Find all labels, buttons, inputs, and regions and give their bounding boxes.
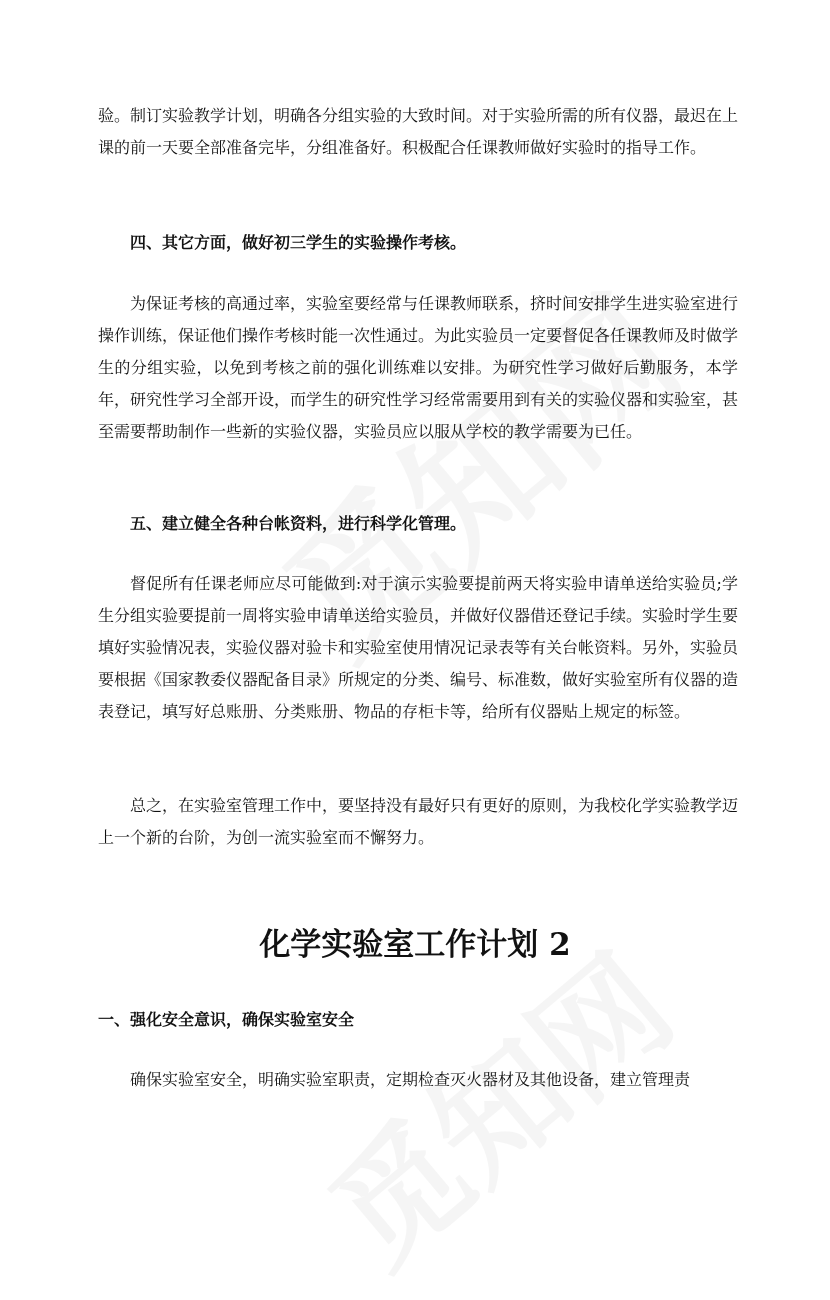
paragraph-safety: 确保实验室安全，明确实验室职责，定期检查灭火器材及其他设备，建立管理责: [130, 1070, 691, 1089]
heading-section-four: 四、其它方面，做好初三学生的实验操作考核。: [130, 233, 467, 252]
paragraph-assessment: 为保证考核的高通过率，实验室要经常与任课教师联系，挤时间安排学生进实验室进行操作训练，保证他们操作考核时能一次性通过。为此实验员一定要督促各任课教师及时做学生的分组实验，以免到考核之前的强化训练难以安排。为研究性学习做好后勤服务，本学年，研究性学习全部开设，而学生的研究性学习经常需要用到有关的实验仪器和实验室，甚至需要帮助制作一些新的实验仪器，实验员应以服从学校的教学需要为已任。: [98, 294, 739, 441]
heading-section-five: 五、建立健全各种台帐资料，进行科学化管理。: [130, 514, 467, 533]
document-title-2: 化学实验室工作计划 2: [259, 927, 571, 963]
watermark-bottom: [286, 907, 705, 1300]
paragraph-records: 督促所有任课老师应尽可能做到:对于演示实验要提前两天将实验申请单送给实验员;学生分组实验要提前一周将实验申请单送给实验员，并做好仪器借还登记手续。实验时学生要填好实验情况表，实验仪器对验卡和实验室使用情况记录表等有关台帐资料。另外，实验员要根据《国家教委仪器配备目录》所规定的分类、编号、标准数，做好实验室所有仪器的造表登记，填写好总账册、分类账册、物品的存柜卡等，给所有仪器贴上规定的标签。: [98, 574, 739, 721]
paragraph-lab-prep: 验。制订实验教学计划，明确各分组实验的大致时间。对于实验所需的所有仪器，最迟在上课的前一天要全部准备完毕，分组准备好。积极配合任课教师做好实验时的指导工作。: [98, 106, 739, 157]
paragraph-conclusion: 总之，在实验室管理工作中，要坚持没有最好只有更好的原则，为我校化学实验教学迈上一个新的台阶，为创一流实验室而不懈努力。: [98, 796, 739, 847]
heading-safety: 一、强化安全意识，确保实验室安全: [98, 1010, 355, 1029]
